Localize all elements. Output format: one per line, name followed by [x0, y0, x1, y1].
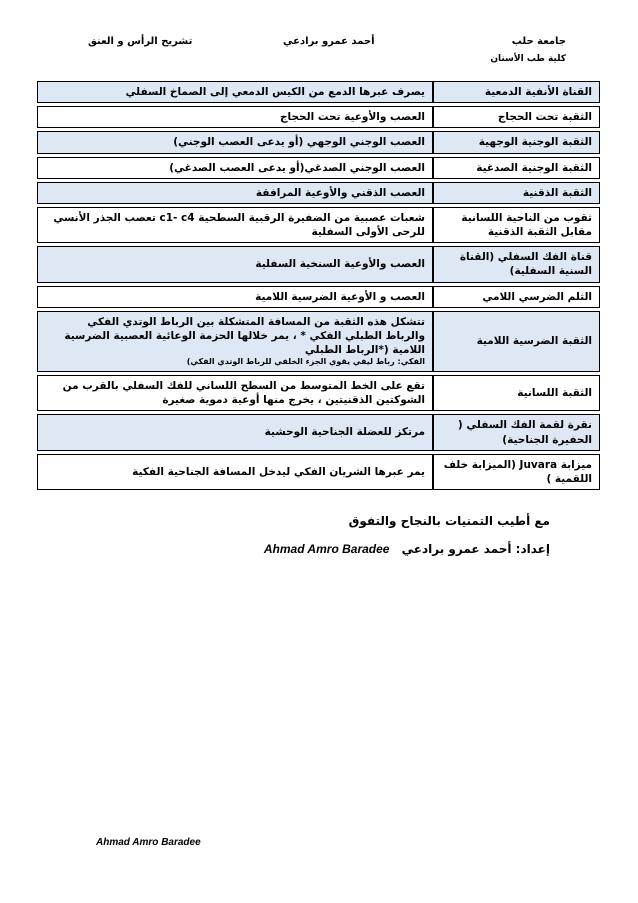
table-row — [37, 157, 600, 179]
structure-description: العصب الوجني الصدغي(أو يدعى العصب الصدغي) — [37, 157, 433, 179]
faculty-name: كلية طب الأسنان — [490, 54, 566, 64]
structure-name: الثقبة الوجنية الوجهية — [433, 131, 600, 153]
table-row — [37, 286, 600, 308]
table-row — [37, 375, 600, 411]
structure-name: ميزابة Juvara (الميزابة خلف اللقمية ) — [433, 454, 600, 490]
table-row — [37, 182, 600, 204]
structure-description: العصب والأوعية السنخية السفلية — [37, 246, 433, 282]
table-row — [37, 81, 600, 103]
structure-name: الثقبة الضرسية اللامية — [433, 311, 600, 372]
structure-description — [37, 311, 433, 372]
structure-name: الثلم الضرسي اللامي — [433, 286, 600, 308]
prepared-by-label: إعداد: أحمد عمرو برادعي — [401, 542, 550, 556]
topic-title: تشريح الرأس و العنق — [88, 36, 193, 47]
structure-description: العصب و الأوعية الضرسية اللامية — [37, 286, 433, 308]
footnote-text: الفكي: رباط ليفي يقوي الجزء الخلفي للرباط الوتدي الفكي) — [186, 357, 425, 367]
structure-name: نقرة لقمة الفك السفلي ( الحفيرة الجناحية) — [433, 414, 600, 450]
university-name: جامعة حلب — [511, 36, 566, 47]
table-row — [37, 414, 600, 450]
table-row — [37, 207, 600, 243]
structure-name: الثقبة الذقنية — [433, 182, 600, 204]
anatomy-table — [37, 78, 600, 493]
structure-description: العصب والأوعية تحت الحجاج — [37, 106, 433, 128]
structure-description: تقع على الخط المتوسط من السطح اللساني للفك السفلي بالقرب من الشوكتين الذقنيتين ، يخرج منها أوعية دموية صغيرة — [37, 375, 433, 411]
table-row — [37, 311, 600, 372]
author-name: أحمد عمرو برادعي — [283, 36, 375, 47]
page-footer: Ahmad Amro Baradee — [96, 837, 201, 848]
prepared-by — [264, 542, 550, 556]
structure-name: الثقبة تحت الحجاج — [433, 106, 600, 128]
structure-name: القناة الأنفية الدمعية — [433, 81, 600, 103]
structure-description: العصب الوجني الوجهي (أو يدعى العصب الوجني) — [37, 131, 433, 153]
structure-description: يصرف عبرها الدمع من الكيس الدمعي إلى الصماخ السفلي — [37, 81, 433, 103]
structure-name: الثقبة الوجنية الصدغية — [433, 157, 600, 179]
structure-description-text: تتشكل هذه الثقبة من المسافة المتشكلة بين الرباط الوتدي الفكي والرباط الطبلي الفكي * ، يمر خلالها الحزمة الوعائية العصبية الضرسية اللامية (*الرباط الطبلي — [64, 315, 425, 357]
structure-name: ثقوب من الناحية اللسانية مقابل الثقبة الذقنية — [433, 207, 600, 243]
table-row — [37, 454, 600, 490]
closing-wishes: مع أطيب التمنيات بالنجاح والتفوق — [348, 514, 550, 528]
table-row — [37, 106, 600, 128]
structure-name: الثقبة اللسانية — [433, 375, 600, 411]
table-row — [37, 131, 600, 153]
structure-description: يمر عبرها الشريان الفكي ليدخل المسافة الجناحية الفكية — [37, 454, 433, 490]
table-row — [37, 246, 600, 282]
structure-description: مرتكز للعضلة الجناحية الوحشية — [37, 414, 433, 450]
structure-description: شعبات عصبية من الضفيرة الرقبية السطحية c1- c4 تعصب الجذر الأنسي للرحى الأولى السفلية — [37, 207, 433, 243]
structure-name: قناة الفك السفلي (القناة السنية السفلية) — [433, 246, 600, 282]
prepared-by-name-en: Ahmad Amro Baradee — [263, 542, 390, 556]
structure-description: العصب الذقني والأوعية المرافقة — [37, 182, 433, 204]
